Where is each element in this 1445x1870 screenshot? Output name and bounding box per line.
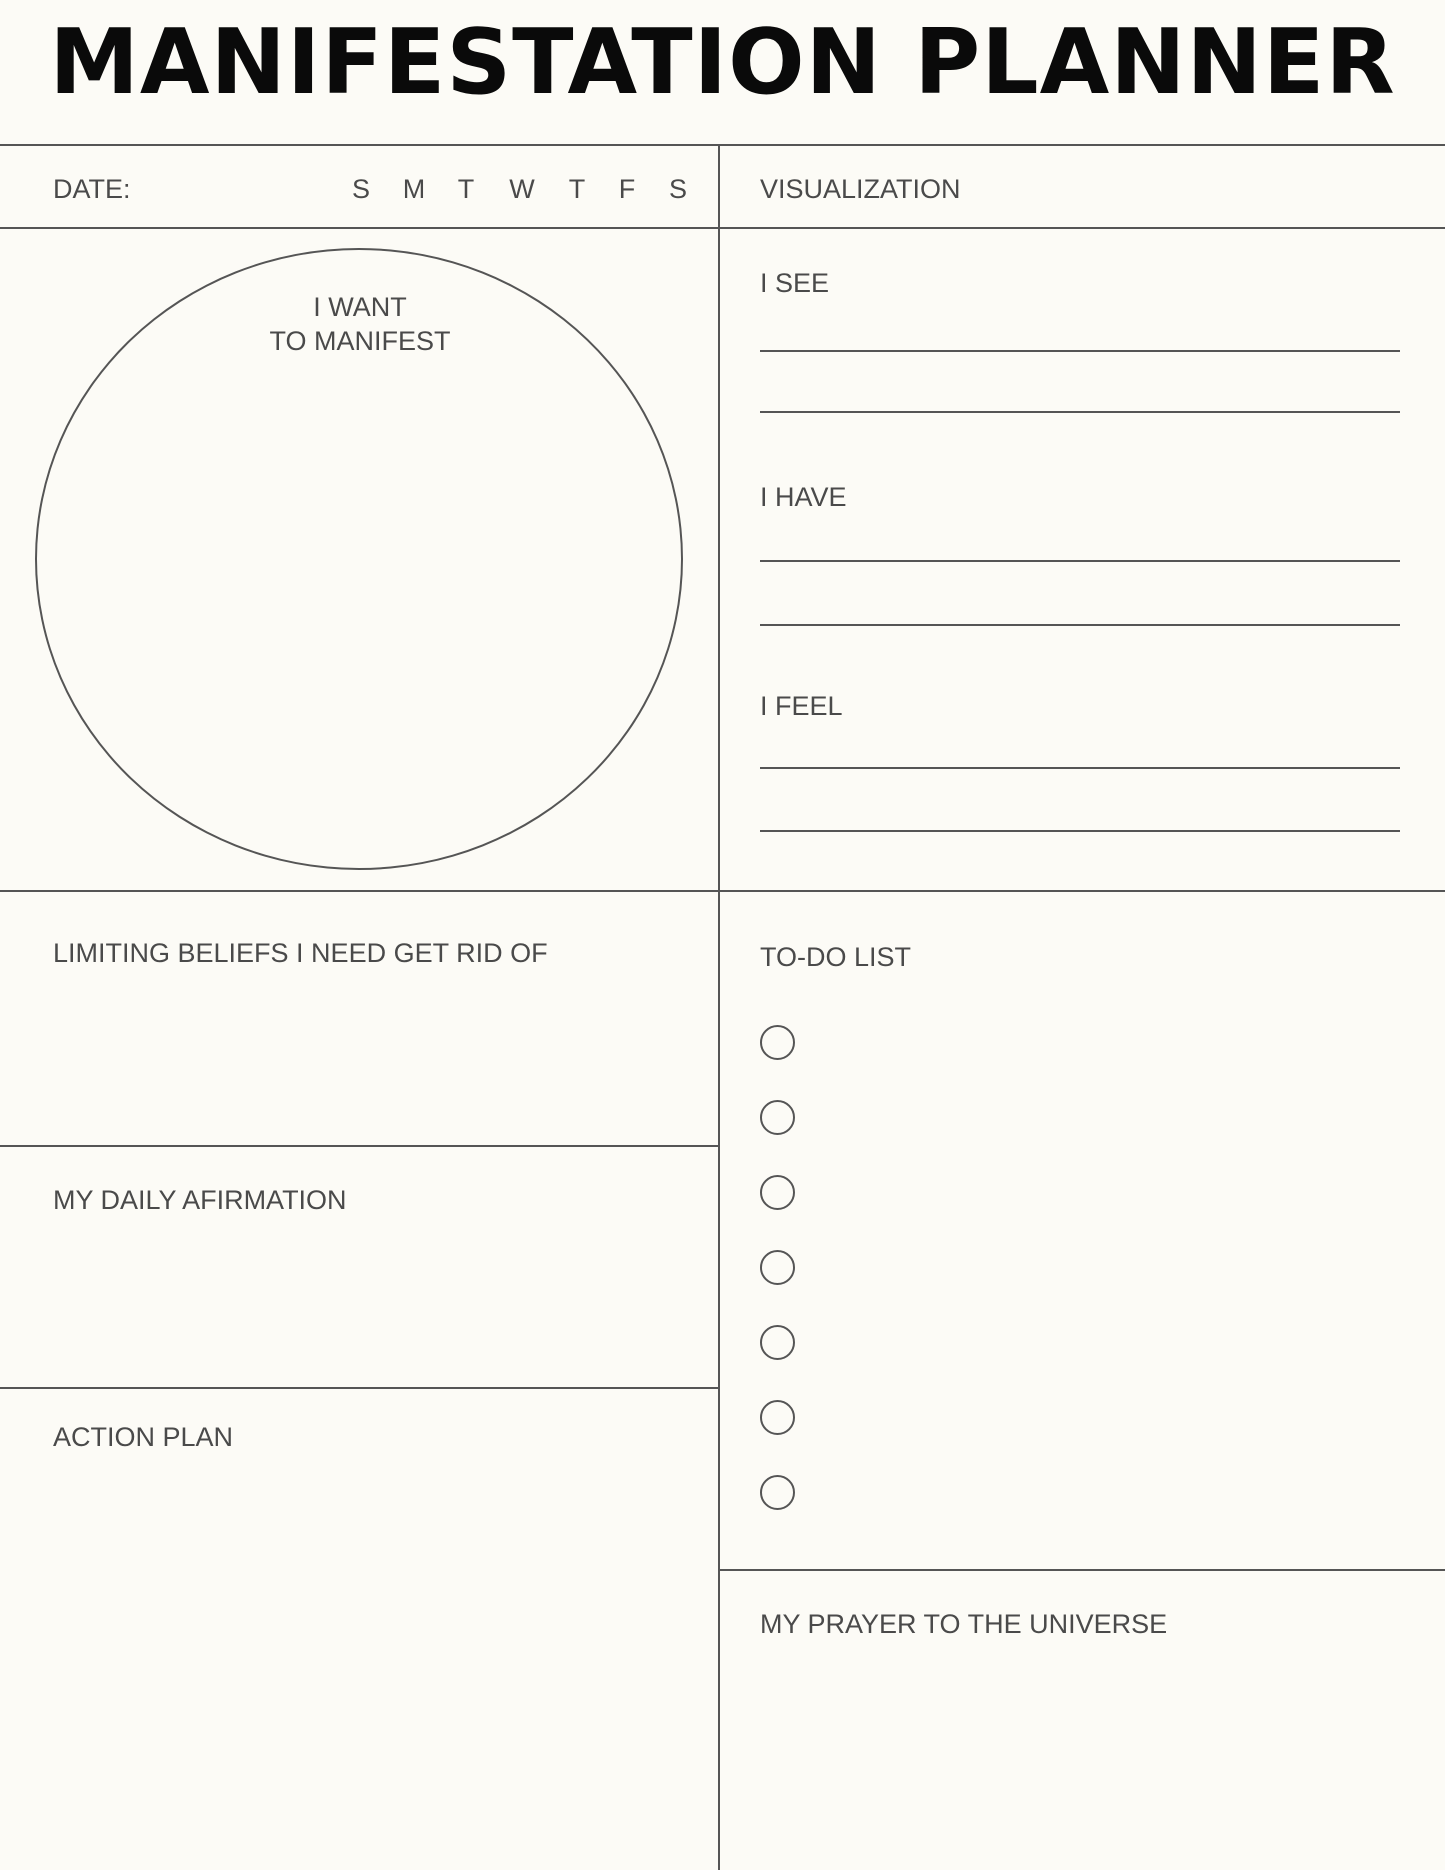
day-friday[interactable]: F <box>618 174 636 204</box>
todo-checkbox-2[interactable] <box>760 1100 795 1135</box>
manifest-label-line1: I WANT <box>313 292 407 322</box>
divider-middle <box>0 890 1445 892</box>
page-title: MANIFESTATION PLANNER <box>49 10 1396 115</box>
date-label: DATE: <box>53 174 131 204</box>
divider-header <box>0 227 1445 229</box>
day-tuesday[interactable]: T <box>457 174 475 204</box>
day-wednesday[interactable]: W <box>509 174 535 204</box>
i-have-line-1[interactable] <box>760 560 1400 562</box>
todo-checkbox-3[interactable] <box>760 1175 795 1210</box>
todo-checkbox-5[interactable] <box>760 1325 795 1360</box>
divider-todo <box>719 1569 1445 1571</box>
visualization-heading: VISUALIZATION <box>760 174 961 204</box>
divider-center <box>718 144 720 1870</box>
prayer-label: MY PRAYER TO THE UNIVERSE <box>760 1609 1168 1639</box>
i-have-label: I HAVE <box>760 482 847 512</box>
day-thursday[interactable]: T <box>568 174 586 204</box>
todo-checkbox-7[interactable] <box>760 1475 795 1510</box>
divider-affirmation <box>0 1387 719 1389</box>
divider-top <box>0 144 1445 146</box>
todo-checkbox-4[interactable] <box>760 1250 795 1285</box>
i-feel-label: I FEEL <box>760 691 843 721</box>
day-saturday[interactable]: S <box>668 174 687 204</box>
i-feel-line-1[interactable] <box>760 767 1400 769</box>
manifest-label <box>200 290 520 358</box>
i-see-line-2[interactable] <box>760 411 1400 413</box>
limiting-beliefs-label: LIMITING BELIEFS I NEED GET RID OF <box>53 938 548 968</box>
divider-beliefs <box>0 1145 719 1147</box>
day-sunday[interactable]: S <box>351 174 370 204</box>
i-have-line-2[interactable] <box>760 624 1400 626</box>
manifest-label-line2: TO MANIFEST <box>269 326 451 356</box>
day-monday[interactable]: M <box>402 174 426 204</box>
todo-checkbox-6[interactable] <box>760 1400 795 1435</box>
todo-label: TO-DO LIST <box>760 942 912 972</box>
i-see-label: I SEE <box>760 268 830 298</box>
todo-checkbox-1[interactable] <box>760 1025 795 1060</box>
i-feel-line-2[interactable] <box>760 830 1400 832</box>
daily-affirmation-label: MY DAILY AFIRMATION <box>53 1185 347 1215</box>
action-plan-label: ACTION PLAN <box>53 1422 234 1452</box>
i-see-line-1[interactable] <box>760 350 1400 352</box>
